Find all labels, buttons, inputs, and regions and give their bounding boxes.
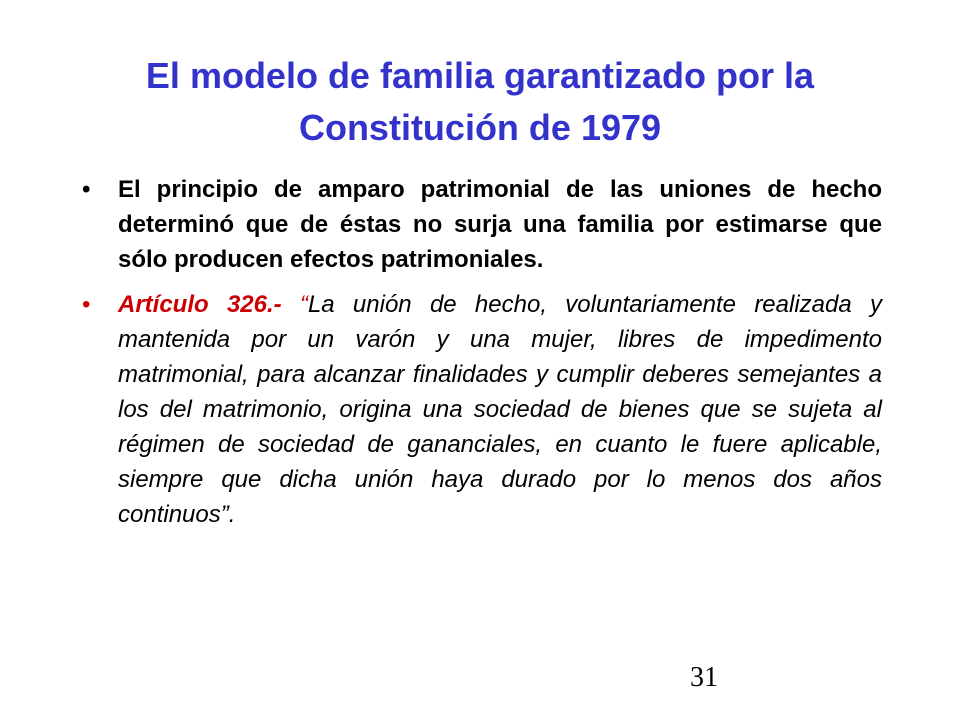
slide-title: El modelo de familia garantizado por la Constitución de 1979 bbox=[145, 55, 815, 148]
open-quote: “ bbox=[299, 291, 308, 318]
page-number: 31 bbox=[690, 662, 718, 693]
bullet-text: El principio de amparo patrimonial de las uniones de hecho determinó que de éstas no surja una familia por estimarse que sólo producen efectos patrimoniales. bbox=[118, 176, 882, 273]
bullet-item-articulo-326 bbox=[78, 287, 882, 532]
bullet-list bbox=[78, 172, 882, 532]
article-reference: Artículo 326.- bbox=[118, 291, 282, 318]
bullet-item-amparo-patrimonial bbox=[78, 172, 882, 277]
article-quote-text: La unión de hecho, voluntariamente realizada y mantenida por un varón y una mujer, libres de impedimento matrimonial, para alcanzar finalidades y cumplir deberes semejantes a los del matrimonio, origina una sociedad de bienes que se sujeta al régimen de sociedad de gananciales, en cuanto le fuere aplicable, siempre que dicha unión haya durado por lo menos dos años continuos”. bbox=[118, 291, 882, 528]
bullet-point-icon: • bbox=[82, 176, 91, 203]
bullet-point-icon: • bbox=[82, 291, 91, 318]
